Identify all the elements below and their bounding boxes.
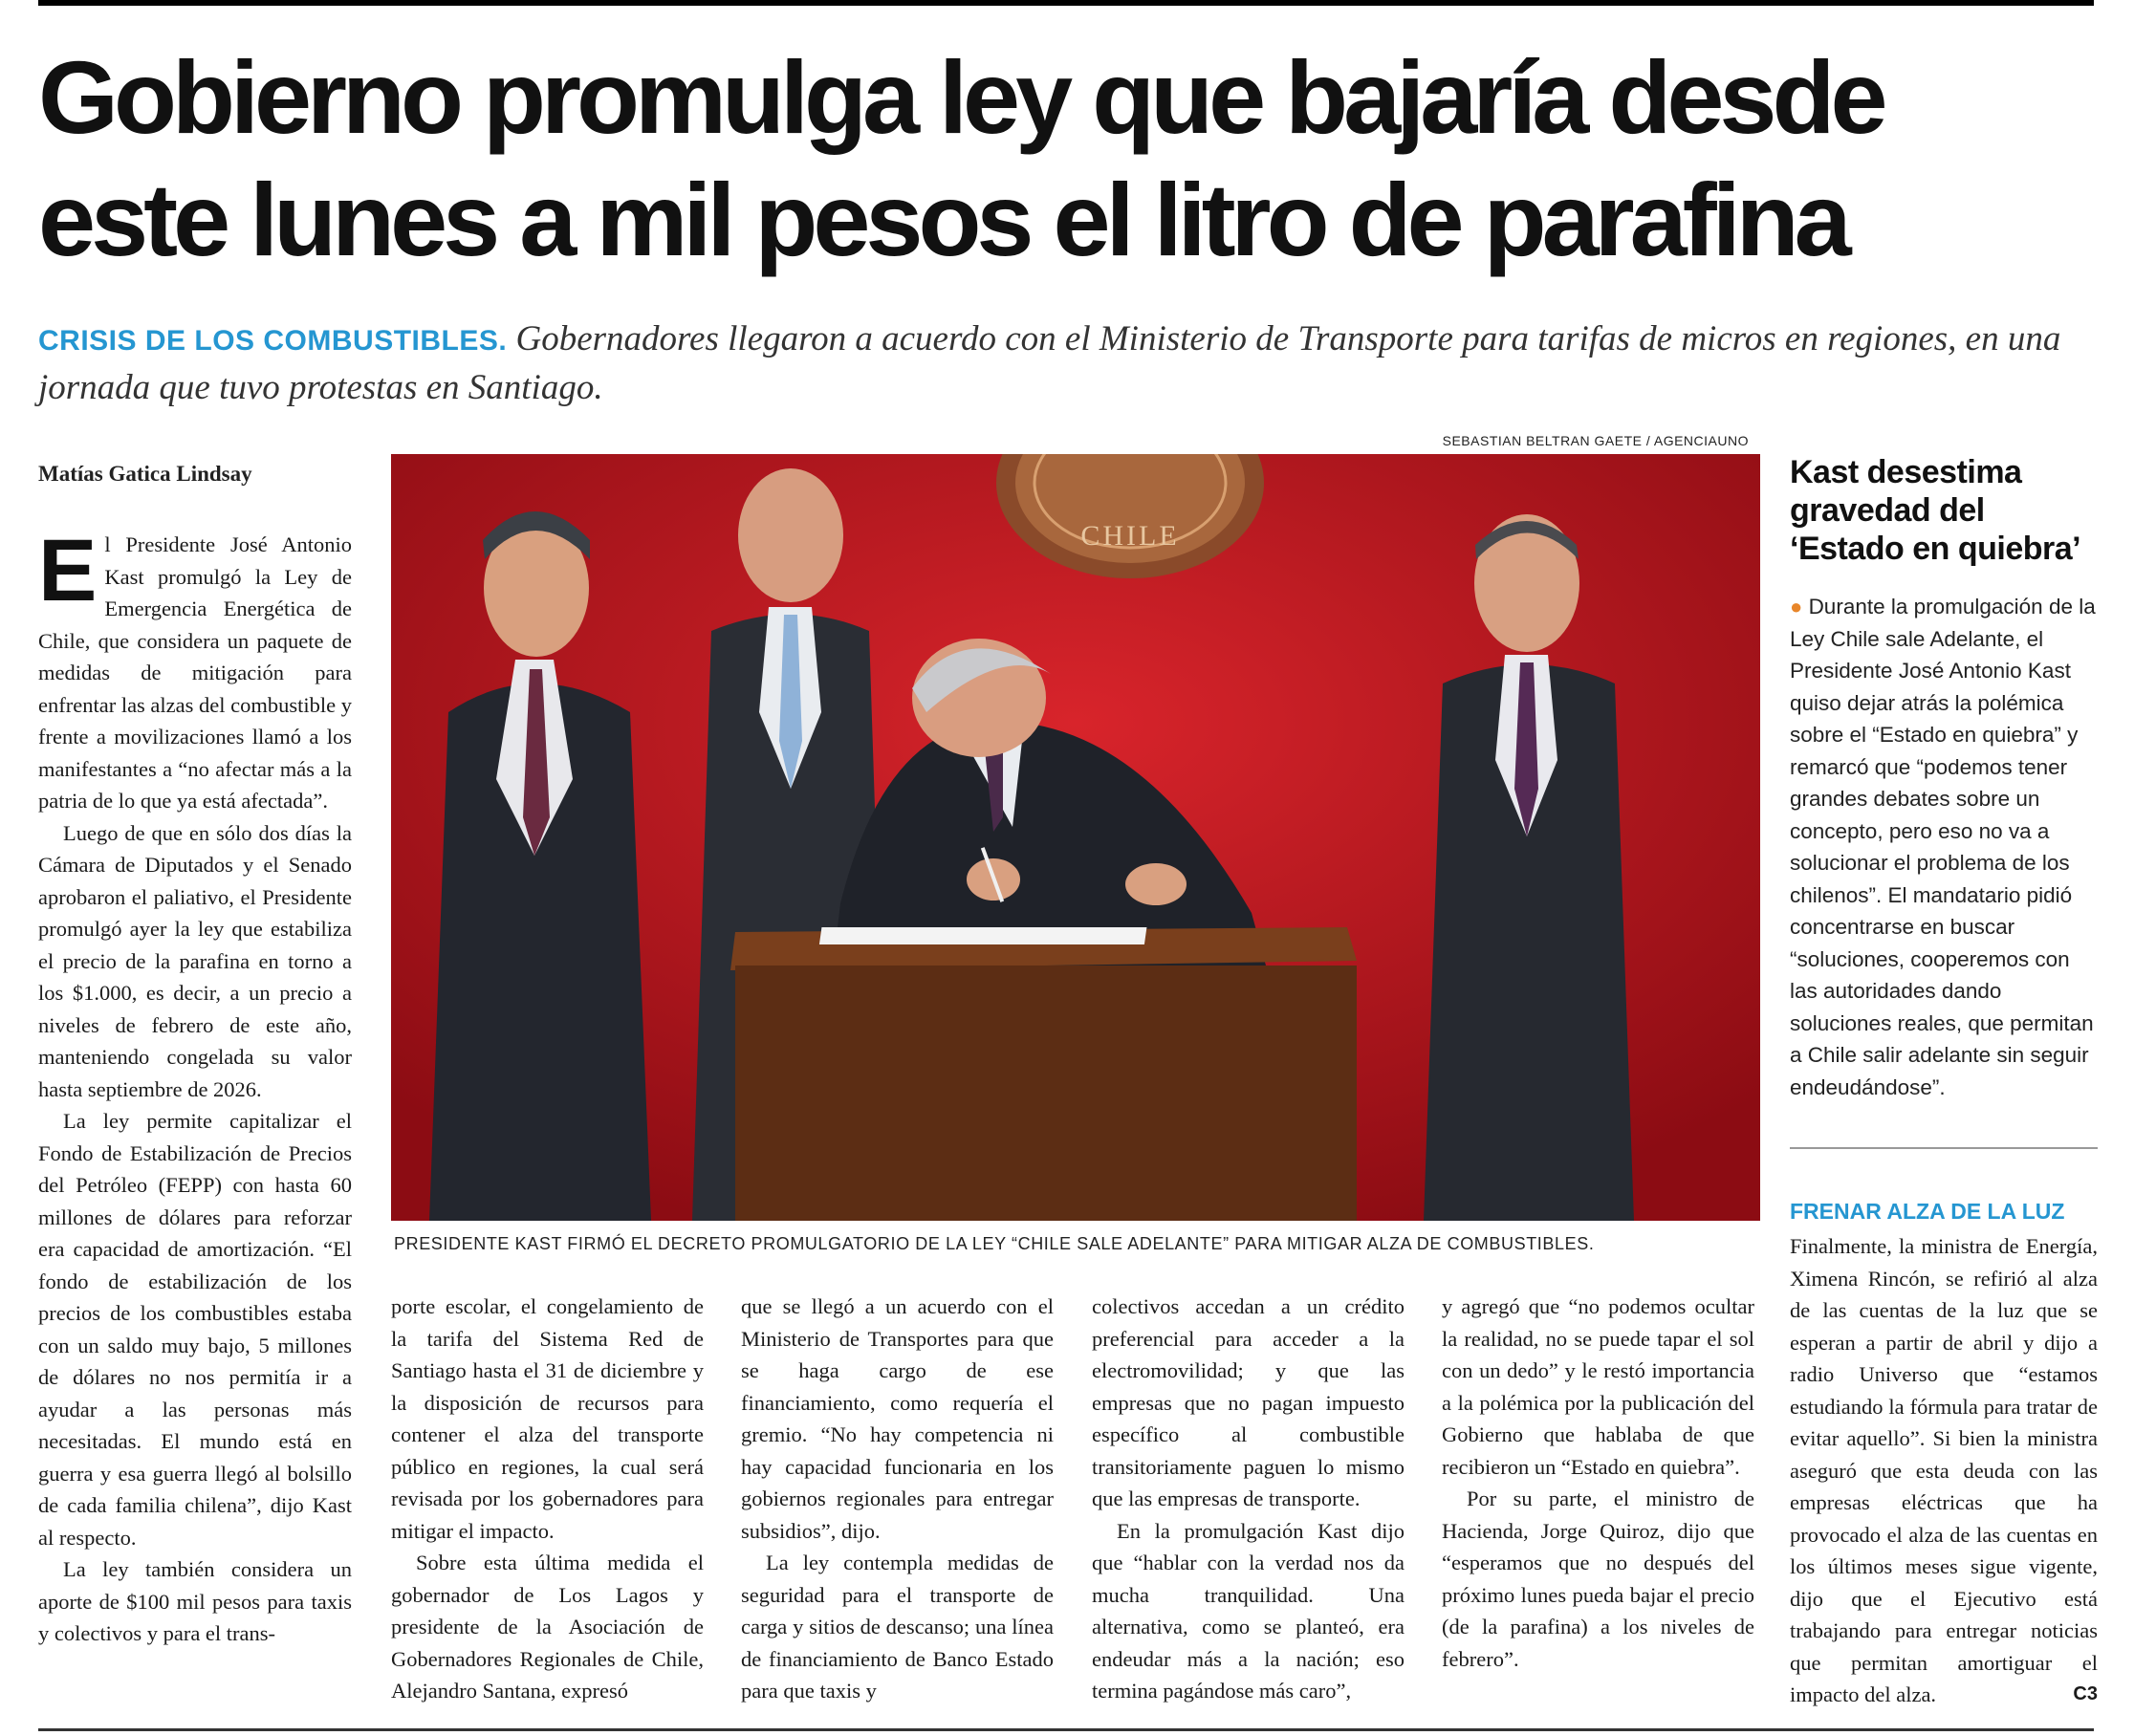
deck (38, 315, 2103, 411)
sidebar-body: ● Durante la promulgación de la Ley Chile sale Adelante, el Presidente José Antonio Kast quiso dejar atrás la polémica sobre el “Estado en quiebra” y remarcó que “podemos tener grandes debates sobre un concepto, pero eso no va a solucionar el problema de los chilenos”. El mandatario pidió concentrarse en buscar “soluciones, cooperemos con las autoridades dando soluciones reales, que permitan a Chile salir adelante sin seguir endeudándose”. (1790, 595, 2096, 1099)
top-rule (38, 0, 2094, 6)
sidebar-divider (1790, 1147, 2098, 1149)
signing-desk (730, 927, 1357, 1221)
photo-credit: SEBASTIAN BELTRAN GAETE / AGENCIAUNO (1442, 433, 1749, 448)
paragraph: La ley permite capitalizar el Fondo de Estabilización de Precios del Petróleo (FEPP) con hasta 60 millones de dólares para reforzar era capacidad de amortización. “El fondo de estabilización de los precios de los combustibles estaba con un saldo muy bajo, 5 millones de dólares no nos permitía ir a ayudar a las personas más necesitadas. El mundo está en guerra y esa guerra llegó al bolsillo de cada familia chilena”, dijo Kast al respecto. (38, 1109, 352, 1550)
article-column-5 (1442, 1291, 1754, 1675)
article-column-3 (741, 1291, 1054, 1707)
paragraph: En la promulgación Kast dijo que “hablar con la verdad nos da mucha tranquilidad. Una alternativa, como se planteó, era endeudar más a la nación; eso termina pagándose más caro”, (1092, 1518, 1405, 1703)
paragraph: porte escolar, el congelamiento de la tarifa del Sistema Red de Santiago hasta el 31 de diciembre y la disposición de recursos para contener el alza del transporte público en regiones, la cual será revisada por los gobernadores para mitigar el impacto. (391, 1294, 704, 1543)
paragraph: La ley también considera un aporte de $100 mil pesos para taxis y colectivos y para el trans- (38, 1557, 352, 1645)
paragraph: Sobre esta última medida el gobernador de Los Lagos y presidente de la Asociación de Gobernadores Regionales de Chile, Alejandro Santana, expresó (391, 1551, 704, 1703)
article-column-2 (391, 1291, 704, 1707)
byline: Matías Gatica Lindsay (38, 462, 252, 486)
bullet-icon: ● (1790, 595, 1803, 618)
sidebar-subhead: FRENAR ALZA DE LA LUZ (1790, 1199, 2065, 1224)
bottom-rule (38, 1728, 2094, 1731)
seal-text: CHILE (1080, 520, 1180, 552)
paragraph: Luego de que en sólo dos días la Cámara de Diputados y el Senado aprobaron el paliativo, el Presidente promulgó ayer la ley que estabiliza el precio de la parafina en torno a los $1.000, es decir, a un precio a niveles de febrero de este año, manteniendo congelada su valor hasta septiembre de 2026. (38, 820, 352, 1101)
deck-text: Gobernadores llegaron a acuerdo con el Ministerio de Transporte para tarifas de micros en regiones, en una jornada que tuvo protestas en Santiago. (38, 319, 2061, 407)
headline-line-2: este lunes a mil pesos el litro de parafina (38, 162, 1847, 277)
article-column-1 (38, 522, 352, 1650)
headline (38, 36, 2103, 281)
paragraph: Por su parte, el ministro de Hacienda, Jorge Quiroz, dijo que “esperamos que no después del próximo lunes pueda bajar el precio (de la parafina) a los niveles de febrero”. (1442, 1486, 1754, 1671)
sidebar-title: Kast desestima gravedad del ‘Estado en quiebra’ (1790, 454, 2081, 567)
news-photo (391, 454, 1760, 1221)
paragraph: Finalmente, la ministra de Energía, Ximena Rincón, se refirió al alza de las cuentas de la luz que se esperan a partir de abril y dijo a radio Universo que “estamos estudiando la fórmula para tratar de evitar aquello”. Si bien la ministra aseguró que esta deuda con las empresas eléctricas que ha provocado el alza de las cuentas en los últimos meses sigue vigente, dijo que el Ejecutivo está trabajando para entregar noticias que permitan amortiguar el impacto del alza. C3 (1790, 1230, 2098, 1711)
kicker: CRISIS DE LOS COMBUSTIBLES. (38, 325, 508, 357)
paragraph: colectivos accedan a un crédito preferencial para acceder a la electromovilidad; y que las empresas que no pagan impuesto específico al combustible transitoriamente paguen lo mismo que las empresas de transporte. (1092, 1294, 1405, 1510)
photo-caption: PRESIDENTE KAST FIRMÓ EL DECRETO PROMULGATORIO DE LA LEY “CHILE SALE ADELANTE” PARA MITIGAR ALZA DE COMBUSTIBLES. (394, 1234, 1595, 1253)
headline-line-1: Gobierno promulga ley que bajaría desde (38, 39, 1884, 155)
paragraph: que se llegó a un acuerdo con el Ministerio de Transportes para que se haga cargo de ese financiamiento, como requería el gremio. “No hay competencia ni hay capacidad funcionaria en los gobiernos regionales para entregar subsidios”, dijo. (741, 1294, 1054, 1543)
photo-illustration (391, 454, 1760, 1221)
paragraph: El Presidente José Antonio Kast promulgó la Ley de Emergencia Energética de Chile, que considera un paquete de medidas de mitigación para enfrentar las alzas del combustible y frente a movilizaciones llamó a los manifestantes a “no afectar más a la patria de lo que ya está afectada”. (38, 522, 352, 813)
paragraph: y agregó que “no podemos ocultar la realidad, no se puede tapar el sol con un dedo” y le restó importancia a la polémica por la publicación del Gobierno que hablaba de que recibieron un “Estado en quiebra”. (1442, 1294, 1754, 1479)
sidebar-column (1790, 1230, 2098, 1711)
dropcap: E (38, 522, 98, 619)
paragraph: La ley contempla medidas de seguridad para el transporte de carga y sitios de descanso; una línea de financiamiento de Banco Estado para que taxis y (741, 1551, 1054, 1703)
article-column-4 (1092, 1291, 1405, 1707)
end-mark: C3 (2073, 1683, 2098, 1704)
